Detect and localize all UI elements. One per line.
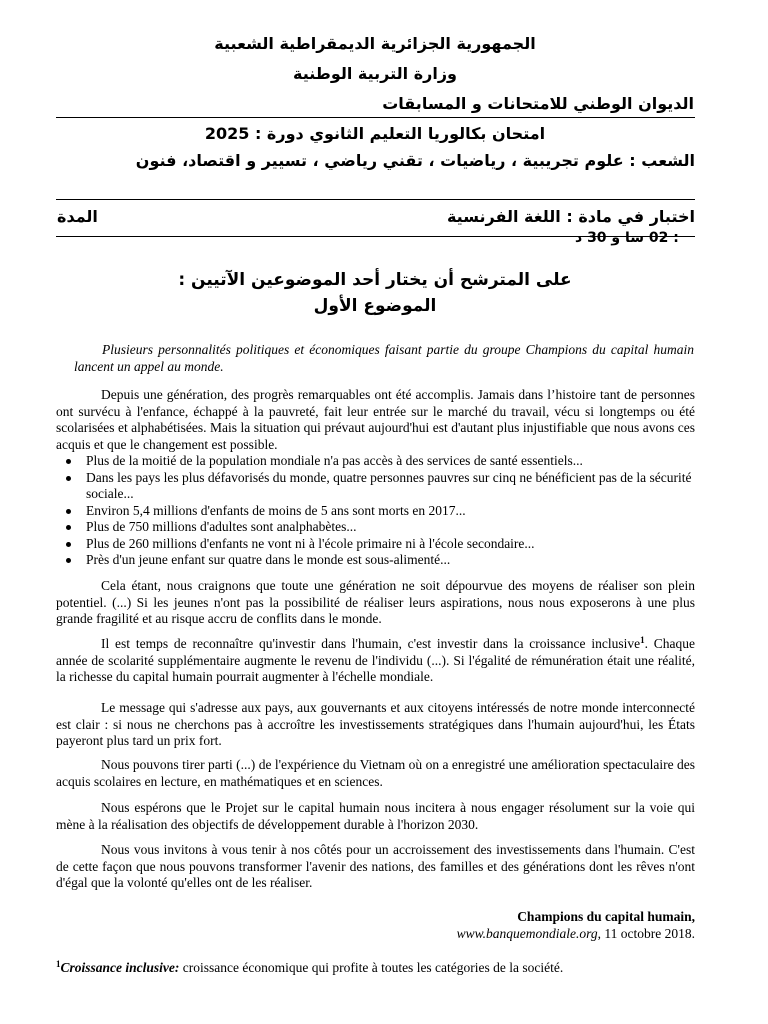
source-author: Champions du capital humain, [517, 909, 695, 924]
paragraph-3-end: . Chaque année de scolarité supplémentaire augmente le revenu de l'individu (...). Si l'égalité de rémunération était une réalité, la richesse du capital humain pourrait augmenter à l'échelle mondiale. [56, 636, 695, 684]
list-item [56, 536, 695, 553]
bullet-icon [66, 525, 71, 530]
source-citation [457, 926, 695, 943]
republic-heading: الجمهورية الجزائرية الديمقراطية الشعبية [214, 34, 536, 53]
source-website: www.banquemondiale.org [456, 926, 598, 941]
list-item-text: Plus de la moitié de la population mondiale n'a pas accès à des services de santé essentiels... [86, 453, 583, 468]
paragraph-7: Nous vous invitons à vous tenir à nos côtés pour un accroissement des investissements dans l'humain. C'est de cette façon que nous pouvons transformer l'avenir des nations, des familles et des générations dont les rêves n'ont d'égal que la volonté qu'elles ont de les réaliser. [56, 842, 695, 890]
divider-top [56, 117, 695, 118]
duration-value: : 02 سا و 30 د [575, 230, 679, 246]
paragraph-1: Depuis une génération, des progrès remarquables ont été accomplis. Jamais dans l’histoire tant de personnes ont survécu à l'enfance, échappé à la pauvreté, fait leur entrée sur le marché du travail, vécu si longtemps ou été scolarisées et alphabétisées. Mais la situation qui prévaut aujourd'hui est d'autant plus injustifiable que nous avons ces acquis et que le changement est possible. [56, 387, 695, 452]
list-item-text: Dans les pays les plus défavorisés du monde, quatre personnes pauvres sur cinq ne bénéficient pas de la sécurité sociale... [86, 469, 692, 501]
bullet-icon [66, 476, 71, 481]
exam-title: امتحان بكالوريا التعليم الثانوي دورة : 2025 [204, 124, 546, 143]
paragraph-4: Le message qui s'adresse aux pays, aux gouvernants et aux citoyens intéressés de notre monde interconnecté est clair : si nous ne cherchons pas à accroître les investissements stratégiques dans l'humain aujourd'hui, les États payeront plus tard un prix fort. [56, 700, 695, 748]
bullet-icon [66, 509, 71, 514]
list-item [56, 519, 695, 536]
divider-bottom [56, 236, 695, 237]
source-date: , 11 octobre 2018. [597, 926, 695, 941]
exam-office-heading: الديوان الوطني للامتحانات و المسابقات [382, 94, 694, 113]
footnote-definition: croissance économique qui profite à toutes les catégories de la société. [179, 960, 564, 975]
footnote-term: Croissance inclusive: [60, 960, 180, 975]
paragraph-3 [56, 636, 695, 686]
paragraph-2: Cela étant, nous craignons que toute une génération ne soit dépourvue des moyens de réaliser son plein potentiel. (...) Si les jeunes n'ont pas la possibilité de réaliser leurs aspirations, nous nous exposerons à une plus grande fragilité et au risque accru de conflits dans le monde. [56, 578, 695, 626]
list-item [56, 503, 695, 520]
topic-heading: الموضوع الأول [313, 296, 437, 316]
duration-label: المدة [57, 207, 98, 226]
paragraph-6: Nous espérons que le Projet sur le capital humain nous incitera à nous engager résolument sur la voie qui mène à la réalisation des objectifs de développement durable à l'horizon 2030. [56, 800, 695, 832]
list-item [56, 552, 695, 569]
bullet-icon [66, 542, 71, 547]
paragraph-5: Nous pouvons tirer parti (...) de l'expérience du Vietnam où on a enregistré une amélioration spectaculaire des acquis scolaires en lecture, en mathématiques et en sciences. [56, 757, 695, 789]
list-item-text: Plus de 750 millions d'adultes sont analphabètes... [86, 519, 357, 534]
list-item-text: Près d'un jeune enfant sur quatre dans le monde est sous-alimenté... [86, 552, 451, 567]
list-item-text: Plus de 260 millions d'enfants ne vont ni à l'école primaire ni à l'école secondaire... [86, 535, 535, 551]
footnote-mark: 1 [56, 959, 61, 969]
text-introduction: Plusieurs personnalités politiques et économiques faisant partie du groupe Champions du capital humain lancent un appel au monde. [74, 342, 694, 374]
choice-instruction: على المترشح أن يختار أحد الموضوعين الآتيين : [178, 270, 572, 290]
paragraph-3-start: Il est temps de reconnaître qu'investir dans l'humain, c'est investir dans la croissance inclusive [101, 636, 641, 651]
ministry-heading: وزارة التربية الوطنية [292, 64, 457, 83]
list-item [56, 453, 695, 470]
statistics-list [56, 453, 695, 569]
divider-middle [56, 199, 695, 200]
bullet-icon [66, 558, 71, 563]
footnote-reference: 1 [640, 635, 645, 645]
footnote [56, 960, 706, 977]
list-item-text: Environ 5,4 millions d'enfants de moins de 5 ans sont morts en 2017... [86, 502, 466, 518]
exam-subject: اختبار في مادة : اللغة الفرنسية [446, 207, 695, 226]
list-item [56, 470, 695, 503]
bullet-icon [66, 459, 71, 464]
exam-streams: الشعب : علوم تجريبية ، رياضيات ، تقني رياضي ، تسيير و اقتصاد، فنون [135, 151, 695, 170]
